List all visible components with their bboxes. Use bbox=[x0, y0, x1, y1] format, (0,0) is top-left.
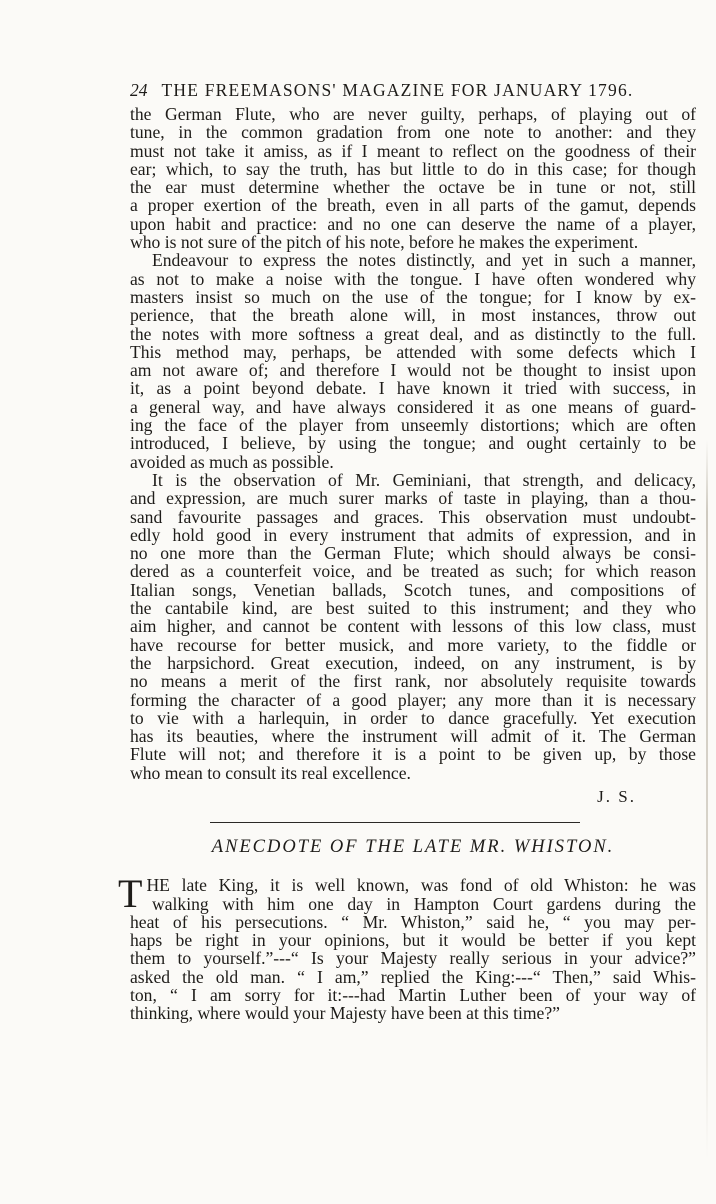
text-line: It is the observation of Mr. Geminiani, that strength, and delicacy, bbox=[152, 469, 696, 490]
drop-cap: T bbox=[118, 871, 143, 917]
magazine-title: THE FREEMASONS' MAGAZINE FOR JANUARY 1796. bbox=[161, 80, 634, 100]
text-line: perience, that the breath alone will, in most instances, throw out bbox=[130, 305, 696, 326]
text-line: forming the character of a good player; any more than it is necessary bbox=[130, 689, 696, 710]
essay-paragraph bbox=[130, 251, 696, 471]
text-line: ing the face of the player from unseemly distortions; which are often bbox=[130, 415, 696, 436]
text-line: it, as a point beyond debate. I have known it tried with success, in bbox=[130, 378, 696, 399]
text-line: no means a merit of the first rank, nor absolutely requisite towards bbox=[130, 671, 696, 692]
text-line: must not take it amiss, as if I meant to reflect on the goodness of their bbox=[130, 140, 696, 161]
text-line: ear; which, to say the truth, has but little to do in this case; for though bbox=[130, 158, 696, 179]
text-line: the ear must determine whether the octave be in tune or not, still bbox=[130, 177, 696, 198]
text-line: walking with him one day in Hampton Court gardens during the bbox=[152, 893, 696, 914]
text-line: dered as a counterfeit voice, and be treated as such; for which reason bbox=[130, 561, 696, 582]
text-line: upon habit and practice: and no one can deserve the name of a player, bbox=[130, 213, 696, 234]
text-line: haps be right in your opinions, but it would be better if you kept bbox=[130, 930, 696, 951]
text-line: ton, “ I am sorry for it:---had Martin Luther been of your way of bbox=[130, 985, 696, 1006]
text-line: This method may, perhaps, be attended with some defects which I bbox=[130, 341, 696, 362]
essay-paragraph bbox=[130, 471, 696, 782]
text-line: Flute will not; and therefore it is a point to be given up, by those bbox=[130, 744, 696, 765]
text-line: introduced, I believe, by using the tongue; and ought certainly to be bbox=[130, 433, 696, 454]
text-line: sand favourite passages and graces. This observation must undoubt- bbox=[130, 506, 696, 527]
text-line: the cantabile kind, are best suited to this instrument; and they who bbox=[130, 598, 696, 619]
text-line: to vie with a harlequin, in order to dance gracefully. Yet execution bbox=[130, 707, 696, 728]
text-line: as not to make a noise with the tongue. I have often wondered why bbox=[130, 268, 696, 289]
text-line: the notes with more softness a great deal, and as distinctly to the full. bbox=[130, 323, 696, 344]
text-line: has its beauties, where the instrument will admit of it. The German bbox=[130, 726, 696, 747]
text-line: tune, in the common gradation from one note to another: and they bbox=[130, 122, 696, 143]
text-line: who is not sure of the pitch of his note, before he makes the experiment. bbox=[130, 232, 639, 253]
essay-body bbox=[130, 105, 696, 806]
anecdote-heading: ANECDOTE OF THE LATE MR. WHISTON. bbox=[211, 837, 615, 858]
text-line: who mean to consult its real excellence. bbox=[130, 762, 411, 783]
essay-paragraph bbox=[130, 105, 696, 251]
running-head bbox=[130, 80, 696, 101]
text-line: avoided as much as possible. bbox=[130, 451, 334, 472]
text-line: HE late King, it is well known, was fond of old Whiston: he was bbox=[146, 875, 696, 896]
anecdote-body bbox=[118, 871, 696, 1024]
author-signature: J. S. bbox=[597, 786, 636, 806]
text-line: Italian songs, Venetian ballads, Scotch tunes, and compositions of bbox=[130, 579, 696, 600]
text-line: asked the old man. “ I am,” replied the King:---“ Then,” said Whis- bbox=[130, 966, 696, 987]
text-line: am not aware of; and therefore I would not be thought to insist upon bbox=[130, 360, 696, 381]
text-line: a general way, and have always considered it as one means of guard- bbox=[130, 396, 696, 417]
text-line: edly hold good in every instrument that admits of expression, and in bbox=[130, 524, 696, 545]
section-divider bbox=[210, 822, 580, 823]
text-line: have recourse for better musick, and more variety, to the fiddle or bbox=[130, 634, 696, 655]
text-line: no one more than the German Flute; which should always be consi- bbox=[130, 543, 696, 564]
page bbox=[118, 80, 696, 1024]
text-line: Endeavour to express the notes distinctly, and yet in such a manner, bbox=[152, 250, 696, 271]
text-line: masters insist so much on the use of the tongue; for I know by ex- bbox=[130, 286, 696, 307]
text-line: the German Flute, who are never guilty, perhaps, of playing out of bbox=[130, 104, 696, 124]
text-line: the harpsichord. Great execution, indeed, on any instrument, is by bbox=[130, 652, 696, 673]
page-edge-shadow bbox=[706, 440, 708, 1160]
text-line: a proper exertion of the breath, even in all parts of the gamut, depends bbox=[130, 195, 696, 216]
text-line: them to yourself.”---“ Is your Majesty really serious in your advice?” bbox=[130, 948, 696, 969]
text-line: and expression, are much surer marks of taste in playing, than a thou- bbox=[130, 488, 696, 509]
text-line: thinking, where would your Majesty have been at this time?” bbox=[130, 1003, 560, 1024]
text-line: aim higher, and cannot be content with lessons of this low class, must bbox=[130, 616, 696, 637]
text-line: heat of his persecutions. “ Mr. Whiston,” said he, “ you may per- bbox=[130, 911, 696, 932]
page-number: 24 bbox=[130, 80, 148, 100]
